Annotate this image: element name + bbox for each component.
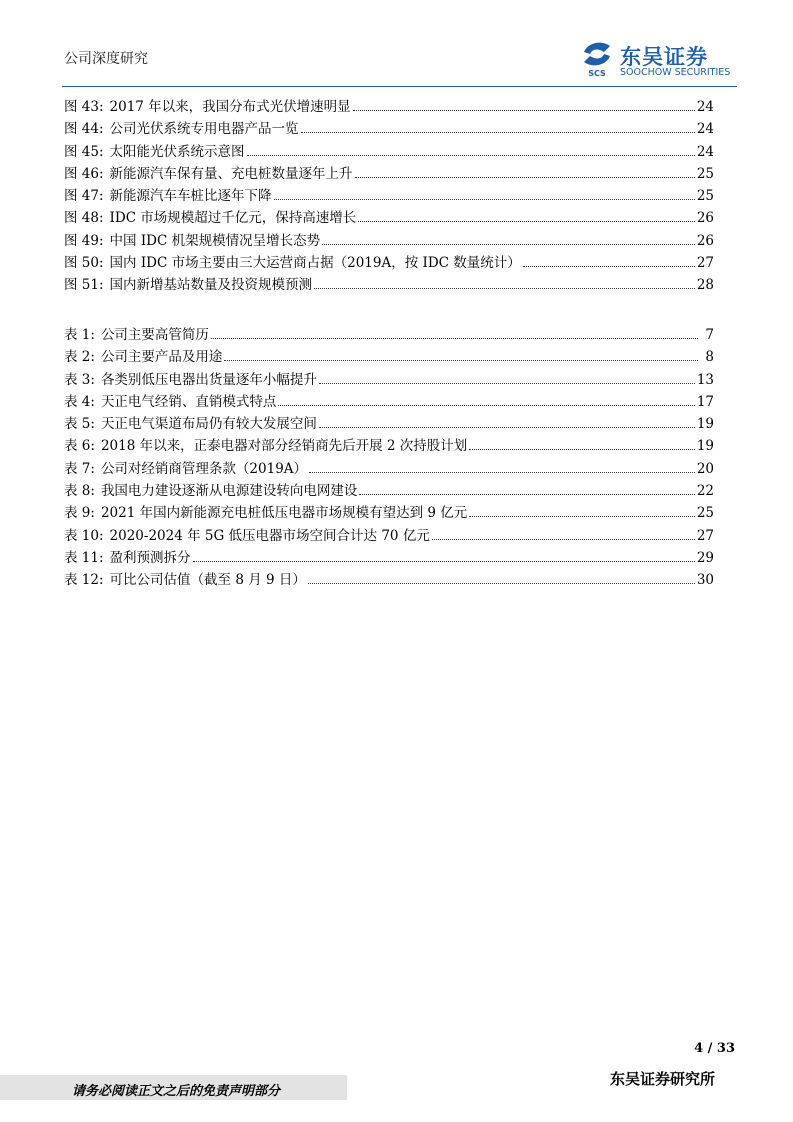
entry-label: 表 11:: [64, 549, 104, 566]
entry-label: 表 2:: [64, 349, 95, 366]
table-toc-entry[interactable]: [64, 457, 714, 479]
entry-label: 表 9:: [64, 505, 95, 522]
figure-toc-entry[interactable]: [64, 140, 714, 162]
entry-page-number: 19: [696, 416, 714, 433]
footer-disclaimer: 请务必阅读正文之后的免责声明部分: [72, 1084, 281, 1099]
entry-title: 各类别低压电器出货量逐年小幅提升: [100, 371, 317, 388]
figure-toc-entry[interactable]: [64, 184, 714, 206]
dot-leader: [247, 155, 695, 156]
entry-label: 图 51:: [64, 277, 104, 294]
entry-page-number: 13: [696, 371, 714, 388]
entry-page-number: 7: [705, 327, 714, 343]
entry-label: 图 49:: [64, 232, 104, 249]
entry-label: 表 5:: [64, 416, 95, 433]
entry-label: 图 46:: [64, 165, 104, 182]
entry-title: 公司光伏系统专用电器产品一览: [109, 121, 299, 138]
dot-leader: [322, 244, 695, 245]
dot-leader: [301, 132, 695, 133]
entry-label: 表 7:: [64, 460, 95, 477]
figure-toc-entry[interactable]: [64, 273, 714, 295]
entry-label: 表 3:: [64, 371, 95, 388]
dot-leader: [355, 177, 695, 178]
dot-leader: [278, 405, 694, 406]
logo-chinese-name: 东吴证券: [620, 45, 708, 69]
entry-page-number: 25: [696, 188, 714, 205]
dot-leader: [319, 427, 695, 428]
entry-page-number: 30: [696, 572, 714, 589]
dot-leader: [358, 221, 695, 222]
entry-title: 2018 年以来，正泰电器对部分经销商先后开展 2 次持股计划: [100, 438, 468, 455]
entry-label: 图 47:: [64, 188, 104, 205]
dot-leader: [308, 583, 695, 584]
entry-title: 新能源汽车保有量、充电桩数量逐年上升: [109, 165, 353, 182]
entry-title: 公司主要高管简历: [100, 327, 209, 343]
table-toc-entry[interactable]: [64, 568, 714, 590]
figure-toc-entry[interactable]: [64, 206, 714, 228]
table-toc-entry[interactable]: [64, 345, 714, 367]
dot-leader: [469, 516, 695, 517]
entry-label: 表 8:: [64, 483, 95, 500]
table-toc-entry[interactable]: [64, 412, 714, 434]
dot-leader: [523, 266, 695, 267]
header-left-label: 公司深度研究: [64, 51, 148, 67]
entry-title: 太阳能光伏系统示意图: [109, 143, 245, 160]
entry-title: 盈利预测拆分: [109, 549, 191, 566]
figure-index: [64, 95, 714, 296]
entry-page-number: 24: [696, 143, 714, 160]
dot-leader: [359, 494, 694, 495]
entry-label: 图 45:: [64, 143, 104, 160]
logo-english-name: SOOCHOW SECURITIES: [620, 67, 731, 78]
entry-label: 表 1:: [64, 327, 95, 343]
entry-title: 可比公司估值（截至 8 月 9 日）: [109, 572, 306, 589]
table-toc-entry[interactable]: [64, 368, 714, 390]
entry-page-number: 25: [696, 165, 714, 182]
entry-page-number: 27: [696, 255, 714, 272]
entry-page-number: 19: [696, 438, 714, 455]
dot-leader: [193, 561, 695, 562]
dot-leader: [211, 338, 698, 339]
entry-label: 图 48:: [64, 210, 104, 227]
entry-page-number: 24: [696, 99, 714, 115]
entry-page-number: 25: [696, 505, 714, 522]
table-toc-entry[interactable]: [64, 323, 714, 345]
entry-title: 我国电力建设逐渐从电源建设转向电网建设: [100, 483, 358, 500]
figure-toc-entry[interactable]: [64, 251, 714, 273]
entry-page-number: 26: [696, 210, 714, 227]
entry-title: 中国 IDC 机架规模情况呈增长态势: [109, 232, 321, 249]
table-toc-entry[interactable]: [64, 479, 714, 501]
entry-label: 表 10:: [64, 527, 104, 544]
entry-title: 国内新增基站数量及投资规模预测: [109, 277, 313, 294]
entry-page-number: 20: [696, 460, 714, 477]
entry-title: 天正电气渠道布局仍有较大发展空间: [100, 416, 317, 433]
entry-title: 2020-2024 年 5G 低压电器市场空间合计达 70 亿元: [109, 527, 430, 544]
figure-toc-entry[interactable]: [64, 117, 714, 139]
logo-mark-text: SCS: [588, 69, 606, 78]
entry-label: 图 43:: [64, 99, 104, 115]
soochow-logo-icon: [580, 40, 614, 78]
dot-leader: [314, 288, 695, 289]
entry-page-number: 24: [696, 121, 714, 138]
dot-leader: [224, 360, 698, 361]
footer-firm-name: 东吴证券研究所: [609, 1070, 715, 1088]
entry-page-number: 29: [696, 549, 714, 566]
entry-title: IDC 市场规模超过千亿元，保持高速增长: [109, 210, 357, 227]
entry-title: 天正电气经销、直销模式特点: [100, 393, 277, 410]
figure-toc-entry[interactable]: [64, 229, 714, 251]
table-toc-entry[interactable]: [64, 434, 714, 456]
entry-label: 图 44:: [64, 121, 104, 138]
entry-title: 2021 年国内新能源充电桩低压电器市场规模有望达到 9 亿元: [100, 505, 468, 522]
page-number: 4 / 33: [694, 1041, 735, 1056]
table-toc-entry[interactable]: [64, 501, 714, 523]
entry-page-number: 8: [705, 349, 714, 366]
dot-leader: [274, 199, 695, 200]
entry-page-number: 17: [696, 393, 714, 410]
entry-label: 表 12:: [64, 572, 104, 589]
entry-page-number: 27: [696, 527, 714, 544]
dot-leader: [432, 539, 695, 540]
dot-leader: [319, 383, 695, 384]
table-index: [64, 323, 714, 591]
table-toc-entry[interactable]: [64, 524, 714, 546]
entry-label: 表 4:: [64, 393, 95, 410]
entry-title: 国内 IDC 市场主要由三大运营商占据（2019A，按 IDC 数量统计）: [109, 255, 521, 272]
table-toc-entry[interactable]: [64, 390, 714, 412]
figure-toc-entry[interactable]: [64, 162, 714, 184]
header-divider: [62, 86, 737, 87]
entry-label: 图 50:: [64, 255, 104, 272]
figure-toc-entry[interactable]: [64, 95, 714, 117]
company-logo: [580, 40, 740, 80]
entry-page-number: 26: [696, 232, 714, 249]
entry-title: 2017 年以来，我国分布式光伏增速明显: [109, 99, 351, 115]
dot-leader: [309, 472, 695, 473]
entry-title: 公司对经销商管理条款（2019A）: [100, 460, 308, 477]
entry-title: 新能源汽车车桩比逐年下降: [109, 188, 272, 205]
entry-label: 表 6:: [64, 438, 95, 455]
dot-leader: [353, 110, 695, 111]
entry-page-number: 22: [696, 483, 714, 500]
entry-title: 公司主要产品及用途: [100, 349, 223, 366]
entry-page-number: 28: [696, 277, 714, 294]
dot-leader: [469, 449, 695, 450]
table-toc-entry[interactable]: [64, 546, 714, 568]
